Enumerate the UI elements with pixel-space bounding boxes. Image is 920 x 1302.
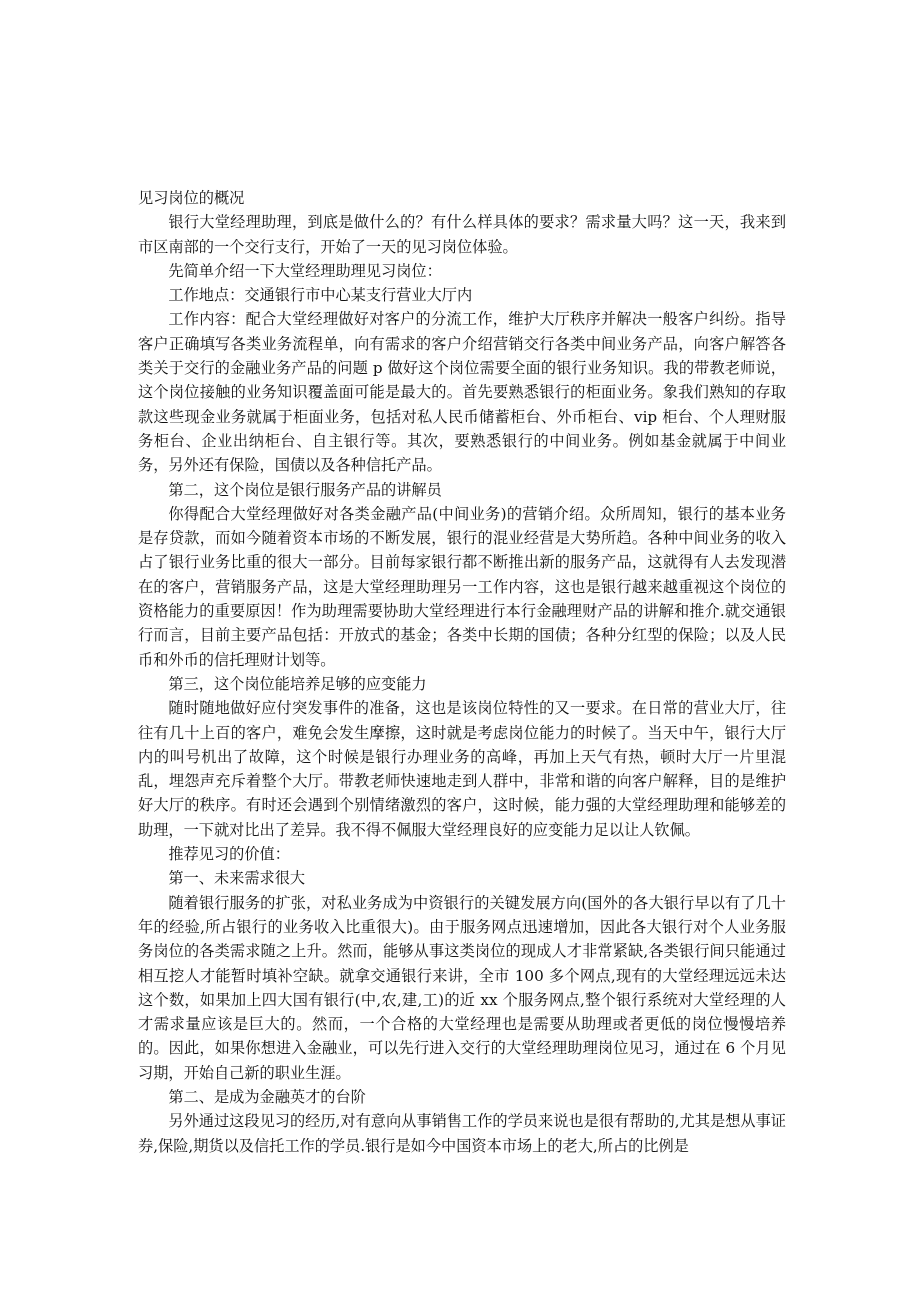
- paragraph-demand: 随着银行服务的扩张，对私业务成为中资银行的关键发展方向(国外的各大银行早以有了几十年的经验,所占银行的业务收入比重很大)。由于服务网点迅速增加，因此各大银行对个人业务服务岗位的各类需求随之上升。然而，能够从事这类岗位的现成人才非常紧缺,各类银行间只能通过相互挖人才能暂时填补空缺。就拿交通银行来讲，全市 100 多个网点,现有的大堂经理远远未达这个数，如果加上四大国有银行(中,农,建,工)的近 xx 个服务网点,整个银行系统对大堂经理的人才需求量应该是巨大的。然而，一个合格的大堂经理也是需要从助理或者更低的岗位慢慢培养的。因此，如果你想进入金融业，可以先行进入交行的大堂经理助理岗位见习，通过在 6 个月见习期，开始自己新的职业生涯。: [138, 893, 786, 1082]
- subheading-demand: 第一、未来需求很大: [168, 869, 306, 888]
- document-body: [138, 186, 786, 1158]
- paragraph-stepping-stone: 另外通过这段见习的经历,对有意向从事销售工作的学员来说也是很有帮助的,尤其是想从事证券,保险,期货以及信托工作的学员.银行是如今中国资本市场上的老大,所占的比例是: [138, 1112, 786, 1155]
- paragraph-adaptability: 随时随地做好应付突发事件的准备，这也是该岗位特性的又一要求。在日常的营业大厅，往往有几十上百的客户，难免会发生摩擦，这时就是考虑岗位能力的时候了。当天中午，银行大厅内的叫号机出了故障，这个时候是银行办理业务的高峰，再加上天气有热，顿时大厅一片里混乱，埋怨声充斥着整个大厅。带教老师快速地走到人群中，非常和谐的向客户解释，目的是维护好大厅的秩序。有时还会遇到个别情绪激烈的客户，这时候，能力强的大堂经理助理和能够差的助理，一下就对比出了差异。我不得不佩服大堂经理良好的应变能力足以让人钦佩。: [138, 699, 786, 839]
- paragraph-intro: 银行大堂经理助理，到底是做什么的？有什么样具体的要求？需求量大吗？这一天，我来到市区南部的一个交行支行，开始了一天的见习岗位体验。: [138, 213, 786, 256]
- paragraph-work-content: 工作内容：配合大堂经理做好对客户的分流工作，维护大厅秩序并解决一般客户纠纷。指导客户正确填写各类业务流程单，向有需求的客户介绍营销交行各类中间业务产品，向客户解答各类关于交行的金融业务产品的问题 p 做好这个岗位需要全面的银行业务知识。我的带教老师说，这个岗位接触的业务知识覆盖面可能是最大的。首先要熟悉银行的柜面业务。象我们熟知的存取款这些现金业务就属于柜面业务，包括对私人民币储蓄柜台、外币柜台、vip 柜台、个人理财服务柜台、企业出纳柜台、自主银行等。其次，要熟悉银行的中间业务。例如基金就属于中间业务，另外还有保险，国债以及各种信托产品。: [138, 310, 786, 475]
- paragraph-work-location: 工作地点：交通银行市中心某支行营业大厅内: [168, 286, 473, 305]
- subheading-third: 第三，这个岗位能培养足够的应变能力: [168, 674, 427, 693]
- subheading-stepping-stone: 第二、是成为金融英才的台阶: [168, 1087, 366, 1106]
- section-heading-overview: 见习岗位的概况: [138, 189, 245, 207]
- subheading-value: 推荐见习的价值：: [168, 845, 290, 864]
- paragraph-lead: 先简单介绍一下大堂经理助理见习岗位：: [168, 261, 442, 280]
- subheading-second: 第二，这个岗位是银行服务产品的讲解员: [168, 480, 442, 499]
- paragraph-products: 你得配合大堂经理做好对各类金融产品(中间业务)的营销介绍。众所周知，银行的基本业务是存贷款，而如今随着资本市场的不断发展，银行的混业经营是大势所趋。各种中间业务的收入占了银行业务比重的很大一部分。目前每家银行都不断推出新的服务产品，这就得有人去发现潜在的客户，营销服务产品，这是大堂经理助理另一工作内容，这也是银行越来越重视这个岗位的资格能力的重要原因！作为助理需要协助大堂经理进行本行金融理财产品的讲解和推介.就交通银行而言，目前主要产品包括：开放式的基金；各类中长期的国债；各种分红型的保险；以及人民币和外币的信托理财计划等。: [138, 504, 786, 669]
